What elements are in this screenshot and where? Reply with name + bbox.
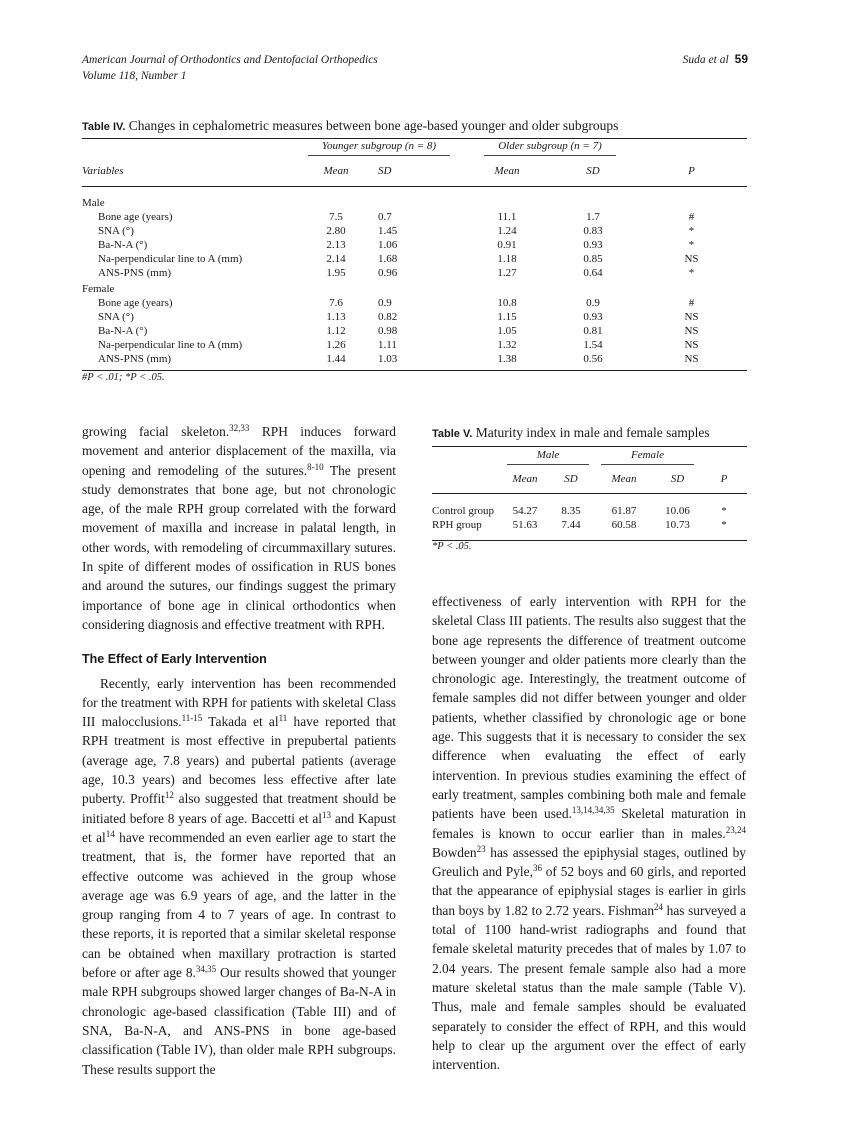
page-number: 59	[734, 52, 748, 66]
col-header-p: P	[701, 465, 747, 494]
table-row: SNA (°) 2.80 1.45 1.24 0.83 *	[98, 225, 695, 237]
running-header-right	[683, 52, 748, 66]
table5	[432, 446, 747, 541]
section-heading: The Effect of Early Intervention	[82, 652, 267, 667]
group-header-younger: Younger subgroup (n = 8)	[294, 139, 464, 156]
col-header-mean: Mean	[594, 465, 654, 494]
group-header-older: Older subgroup (n = 7)	[464, 139, 636, 156]
table4-footnote: #P < .01; *P < .05.	[82, 372, 165, 383]
col-header-sd: SD	[550, 156, 636, 187]
journal-name: American Journal of Orthodontics and Dentofacial Orthopedics	[82, 54, 378, 66]
table-row: Bone age (years) 7.5 0.7 11.1 1.7 #	[98, 211, 695, 223]
body-column-left	[82, 422, 396, 1079]
table-row: Na-perpendicular line to A (mm) 2.14 1.68 1.18 0.85 NS	[98, 253, 699, 265]
table4	[82, 138, 747, 371]
table-row: Ba-N-A (°) 2.13 1.06 0.91 0.93 *	[98, 239, 695, 251]
table5-caption	[432, 425, 710, 441]
paragraph: effectiveness of early intervention with RPH for the skeletal Class III patients. The results also suggest that the bone age represents the difference of treatment outcome between younger and older patients more clearly than the chronologic age. Interestingly, the treatment outcome of female samples did not differ between younger and older patients, whether classified by chronologic age or bone age. This suggests that it is necessary to consider the sex difference when evaluating the effect of early intervention. In previous studies examining the effect of early treatment, samples combining both male and female patients have been used.$^{13,14,34,35}$ Skeletal maturation in females is known to occur earlier than in males.$^{23,24}$ Bowden$^{23}$ has assessed the epiphysial stages, outlined by Greulich and Pyle,$^{36}$ of 52 boys and 60 girls, and reported that the appearance of epiphysial stages is earlier in girls than boys by 1.82 to 2.72 years. Fishman$^{24}$ has surveyed a total of 1100 hand-wrist radiographs and found that female skeletal maturity precedes that of males by 1.07 to 2.04 years. The present female sample also had a more mature skeletal status than the male sample (Table V). Thus, male and female samples should be evaluated separately to consider the effect of RPH, and this would help to clear up the argument over the effect of early intervention.	[432, 594, 746, 1073]
table-row: ANS-PNS (mm) 1.44 1.03 1.38 0.56 NS	[82, 352, 747, 371]
col-header-sd: SD	[548, 465, 594, 494]
col-header-sd: SD	[378, 156, 464, 187]
paragraph: Recently, early intervention has been recommended for the treatment with RPH for patients with skeletal Class III malocclusions.$^{11-15}$ Takada et $al^{11}$ have reported that RPH treatment is most effective in prepubertal patients (average age, 7.8 years) and pubertal patients (average age, 10.3 years) and becomes less effective after late puberty. Proffit$^{12}$ also suggested that treatment should be initiated before 8 years of age. Baccetti et $al^{13}$ and Kapust et $al^{14}$ have recommended an even earlier age to start the treatment, that is, the former have reported that an effective outcome was achieved in the group whose average age was 6.9 years of age, and the latter in the group ranging from 4 to 7 years of age. In contrast to these reports, it is reported that a similar skeletal response can be obtained when maxillary protraction is started before or after age 8.$^{34,35}$ Our results showed that younger male RPH subgroups showed larger changes of Ba-N-A in chronologic age-based classification (Table III) and of SNA, Ba-N-A, and ANS-PNS in bone age-based classification (Table IV), than older male RPH subgroups. These results support the	[82, 675, 397, 1077]
body-column-right	[432, 592, 746, 1074]
section-label-female: Female	[82, 283, 115, 295]
table-row: Ba-N-A (°) 1.12 0.98 1.05 0.81 NS	[98, 325, 699, 337]
col-header-mean: Mean	[502, 465, 548, 494]
table4-label: Table IV.	[82, 121, 126, 133]
table-row: Control group 54.27 8.35 61.87 10.06 *	[432, 505, 727, 517]
col-header-mean: Mean	[294, 156, 378, 187]
table-row: Bone age (years) 7.6 0.9 10.8 0.9 #	[98, 297, 695, 309]
table5-title: Maturity index in male and female samples	[475, 425, 710, 440]
paragraph: growing facial skeleton.$^{32,33}$ RPH induces forward movement and anterior displacement of the maxilla, via opening and remodeling of the sutures.$^{8-10}$ The present study demonstrates that bone age, but not chronologic age, of the male RPH group correlated with the forward movement of maxilla and increase in palatal length, in other words, with remodeling of circummaxillary sutures. In spite of different modes of ossification in RUS bones and around the sutures, our findings suggest the primary importance of bone age in clinical orthodontics when considering diagnosis and effective treatment with RPH.	[82, 423, 396, 632]
running-header-left	[82, 52, 378, 84]
col-header-sd: SD	[654, 465, 701, 494]
table4-caption	[82, 118, 618, 134]
col-header-p: P	[636, 156, 747, 187]
table-row: ANS-PNS (mm) 1.95 0.96 1.27 0.64 *	[98, 267, 695, 279]
journal-volume: Volume 118, Number 1	[82, 70, 187, 82]
table-row: RPH group 51.63 7.44 60.58 10.73 *	[432, 518, 747, 541]
table-row: Na-perpendicular line to A (mm) 1.26 1.11 1.32 1.54 NS	[98, 339, 699, 351]
table5-footnote: *P < .05.	[432, 541, 472, 552]
col-header-mean: Mean	[464, 156, 550, 187]
section-label-male: Male	[82, 197, 105, 209]
group-header-male: Male	[502, 447, 594, 465]
table4-title: Changes in cephalometric measures between bone age-based younger and older subgroups	[128, 118, 619, 133]
group-header-female: Female	[594, 447, 701, 465]
col-header-variables: Variables	[82, 156, 294, 187]
author-label: Suda et al	[682, 54, 729, 66]
table5-label: Table V.	[432, 428, 473, 440]
table-row: SNA (°) 1.13 0.82 1.15 0.93 NS	[98, 311, 699, 323]
